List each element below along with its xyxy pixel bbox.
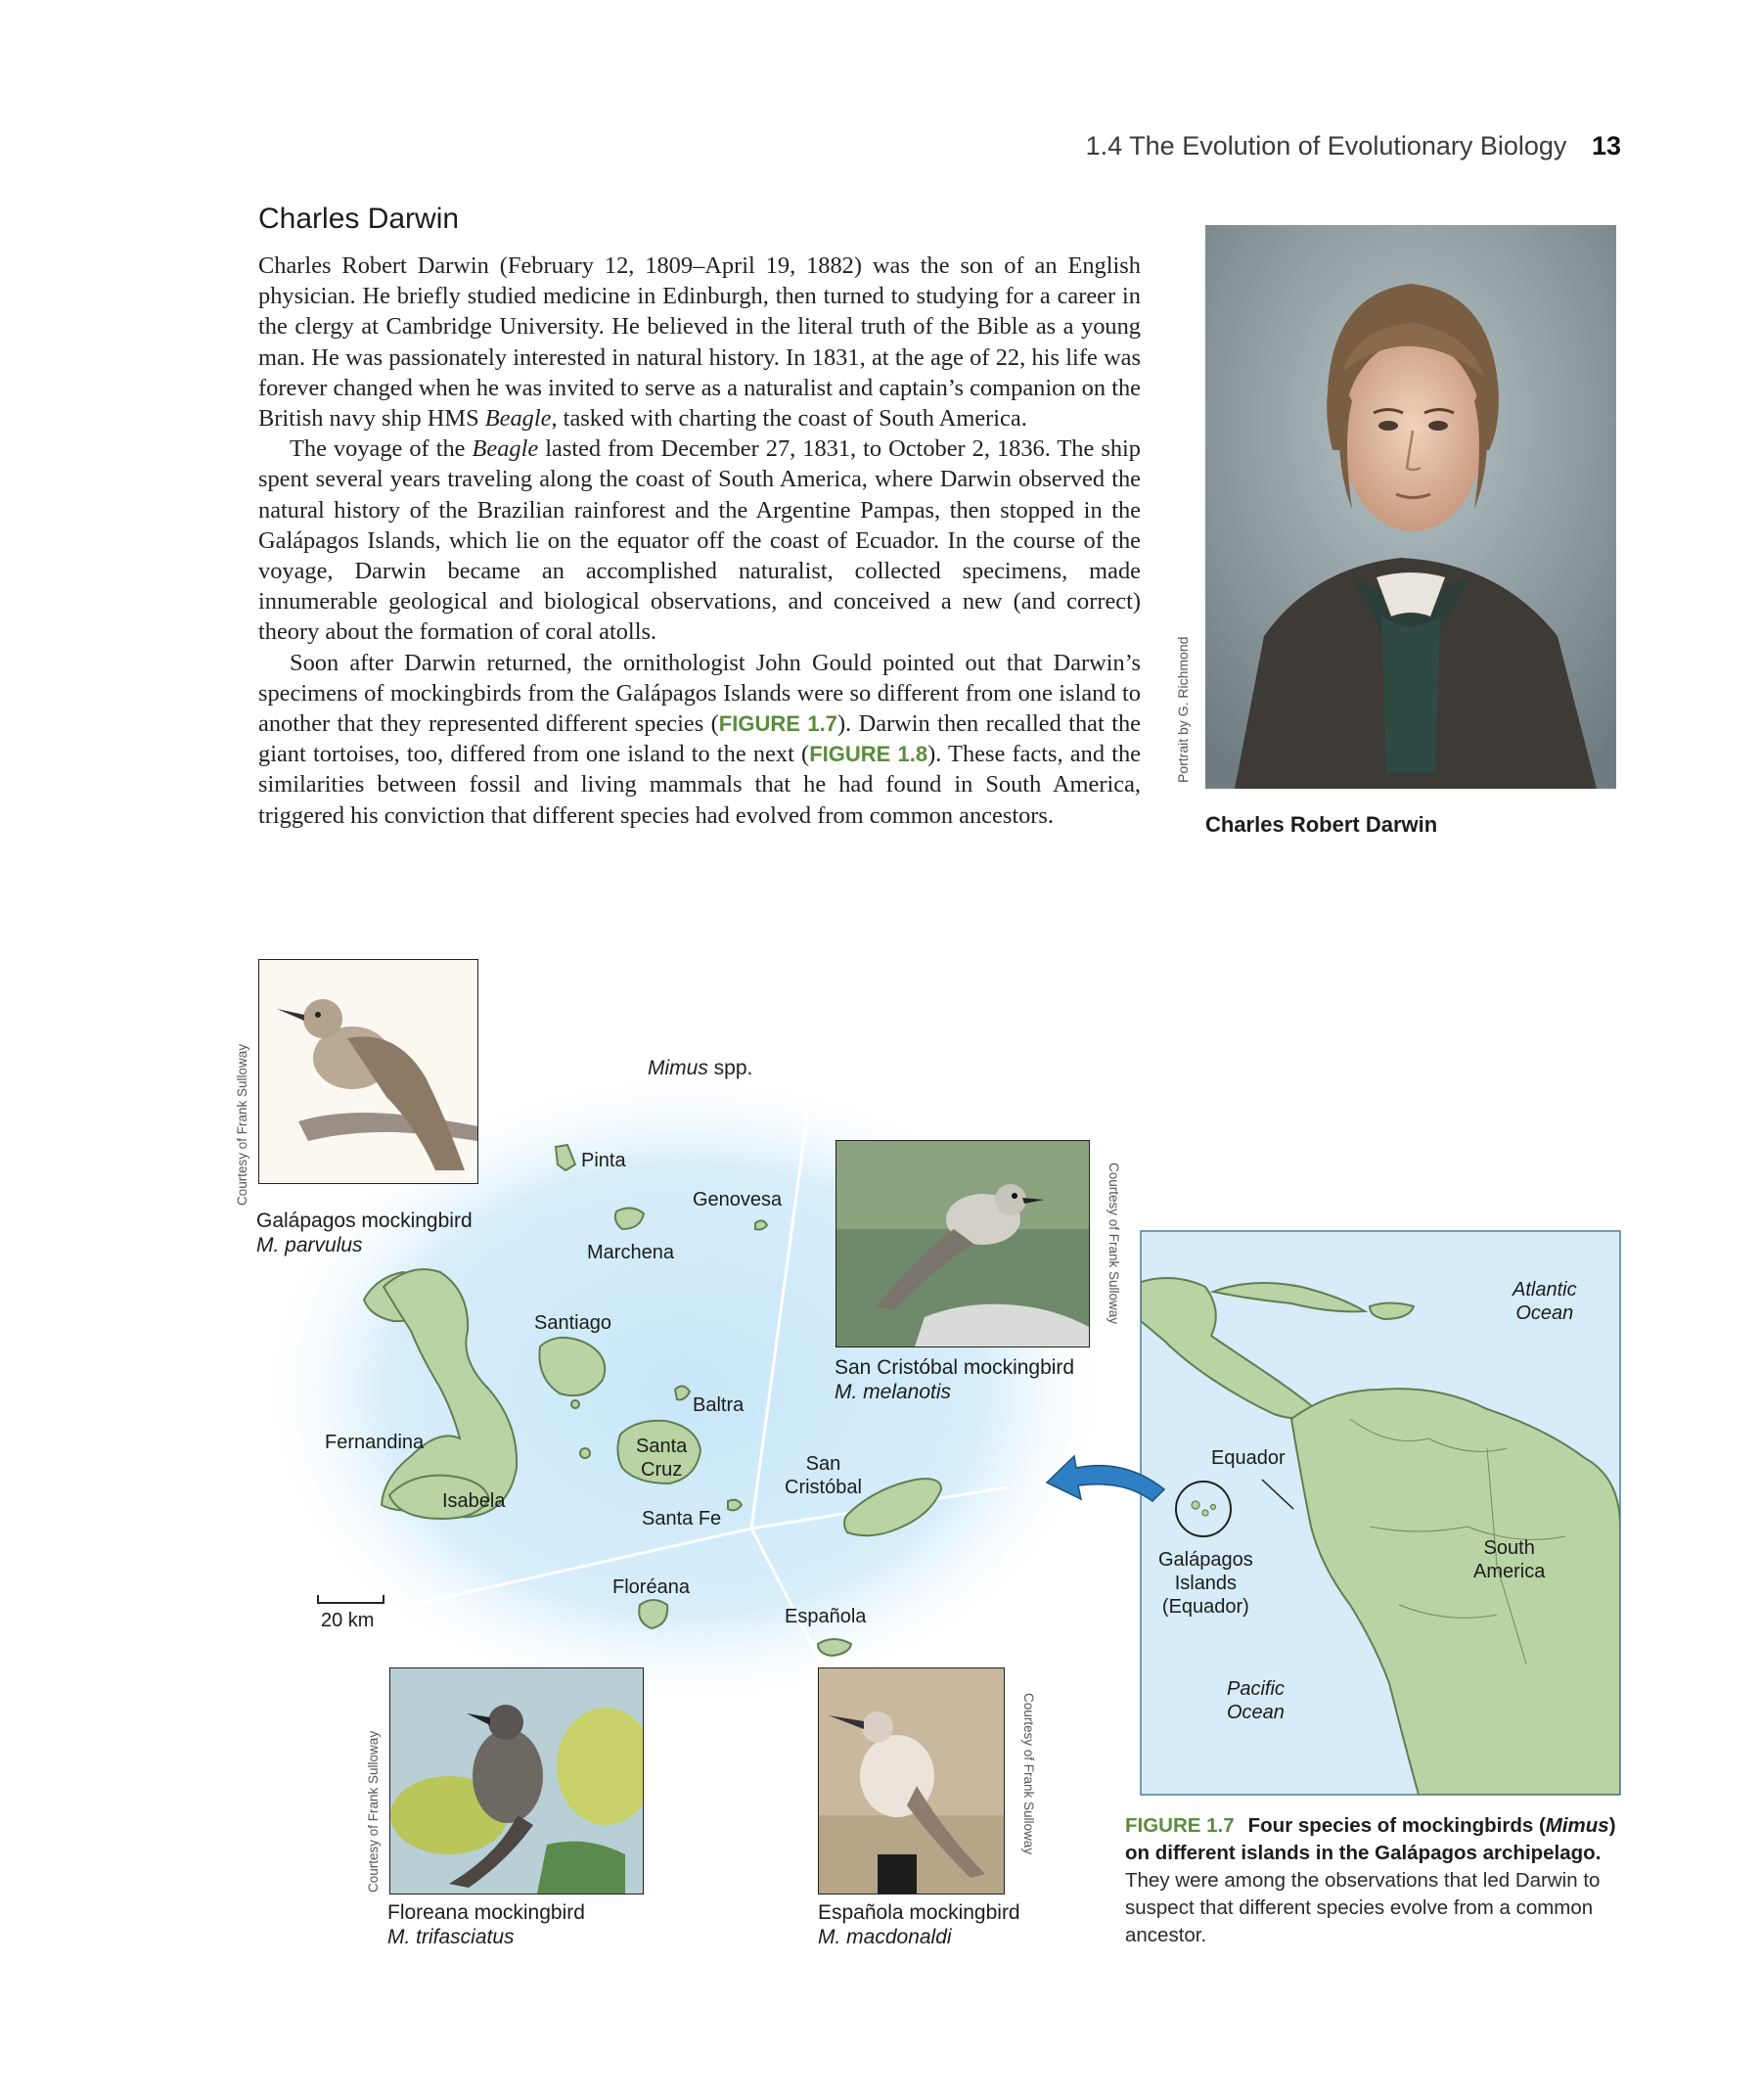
inset-label-atlantic-ocean: [1513, 1278, 1577, 1325]
portrait-caption: Charles Robert Darwin: [1205, 812, 1438, 837]
paragraph-2-start: The voyage of the: [290, 435, 473, 463]
ship-name-italic-2: Beagle: [472, 435, 539, 463]
galapagos-line-1: Galápagos: [1158, 1549, 1253, 1571]
scale-label: 20 km: [321, 1610, 375, 1631]
san-cristobal-mockingbird-photo: [835, 1140, 1090, 1347]
figure-title-end: ) on different islands in the Galápagos archipelago.: [1125, 1814, 1616, 1864]
inset-label-pacific-ocean: [1227, 1677, 1285, 1724]
inset-label-equador: Equador: [1211, 1447, 1286, 1469]
map-title-suffix: spp.: [707, 1057, 753, 1079]
bird-species-name: M. melanotis: [835, 1381, 952, 1403]
inset-label-south-america: [1473, 1536, 1545, 1583]
figure-1-7-link[interactable]: FIGURE 1.7: [718, 711, 837, 737]
running-head-section-number: 1.4: [1085, 131, 1123, 160]
section-title: Charles Darwin: [258, 203, 460, 235]
paragraph-1-text: Charles Robert Darwin (February 12, 1809–April 19, 1882) was the son of an English physician. He briefly studied medicine in Edinburgh, then turned to studying for a career in the clergy at Cambridge University. He believed in the literal truth of the Bible as a young man. He was passionately interested in natural history. In 1831, at the age of 22, his life was forever changed when he was invited to serve as a naturalist and captain’s companion on the British navy ship HMS: [258, 252, 1141, 433]
mockingbird-illustration: [259, 960, 477, 1183]
san-cristobal-line-1: San: [805, 1453, 841, 1475]
page-number: 13: [1591, 131, 1621, 160]
paragraph-3-end: ). These facts, and the similarities between fossil and living mammals that he had found in South America, triggered his conviction that different species had evolved from common ancestors.: [258, 741, 1142, 829]
paragraph-2-text: lasted from December 27, 1831, to October 2, 1836. The ship spent several years traveling along the coast of South America, where Darwin observed the natural history of the Brazilian rainforest and the Argentine Pampas, then stopped in the Galápagos Islands, which lie on the equator off the coast of Ecuador. In the course of the voyage, Darwin became an accomplished naturalist, collected specimens, made innumerable geological and biological observations, and conceived a new (and correct) theory about the formation of coral atolls.: [258, 435, 1141, 646]
espanola-mockingbird-credit: Courtesy of Frank Sulloway: [1021, 1693, 1036, 1855]
san-cristobal-mockingbird-credit: Courtesy of Frank Sulloway: [1106, 1163, 1121, 1325]
figure-caption: [1125, 1812, 1624, 1949]
island-label-genovesa: Genovesa: [693, 1189, 783, 1210]
island-label-espanola: Española: [785, 1606, 867, 1627]
espanola-mockingbird-label: [818, 1900, 1020, 1949]
paragraph-3-start: Soon after Darwin returned, the ornithologist John Gould pointed out that Darwin’s specimens of mockingbirds from the Galápagos Islands were so different from one island to another that they represented different species (: [258, 649, 1141, 738]
bird-common-name: San Cristóbal mockingbird: [835, 1356, 1075, 1379]
floreana-mockingbird-photo: [389, 1667, 644, 1895]
santa-cruz-line-1: Santa: [636, 1436, 688, 1457]
paragraph-3-mid: ). Darwin then recalled that the giant tortoises, too, differed from one island to the next (: [258, 710, 1141, 768]
san-cristobal-mockingbird-label: [835, 1355, 1074, 1404]
figure-number: FIGURE 1.7: [1125, 1814, 1235, 1837]
san-cristobal-line-2: Cristóbal: [785, 1477, 862, 1498]
galapagos-mockingbird-label: [256, 1209, 473, 1257]
pacific-line-1: Pacific: [1227, 1678, 1285, 1700]
mockingbird-illustration: [819, 1668, 1004, 1894]
santa-cruz-line-2: Cruz: [641, 1459, 683, 1481]
figure-title-start: Four species of mockingbirds (: [1247, 1814, 1546, 1837]
island-label-baltra: Baltra: [693, 1394, 745, 1416]
map-title: [648, 1057, 752, 1080]
running-head-section-title: The Evolution of Evolutionary Biology: [1129, 131, 1567, 160]
island-label-san-cristobal: [785, 1452, 862, 1499]
galapagos-line-3: (Equador): [1161, 1596, 1249, 1618]
bird-common-name: Española mockingbird: [818, 1901, 1020, 1924]
pacific-line-2: Ocean: [1227, 1702, 1285, 1723]
bird-species-name: M. trifasciatus: [387, 1926, 515, 1948]
galapagos-mockingbird-credit: Courtesy of Frank Sulloway: [235, 1043, 249, 1206]
atlantic-line-1: Atlantic: [1513, 1279, 1577, 1301]
figure-1-8-link[interactable]: FIGURE 1.8: [809, 742, 928, 767]
ship-name-italic: Beagle: [484, 405, 552, 433]
galapagos-line-2: Islands: [1174, 1573, 1238, 1594]
bird-common-name: Floreana mockingbird: [387, 1901, 585, 1924]
island-genovesa: [755, 1220, 767, 1229]
espanola-mockingbird-photo: [818, 1667, 1005, 1895]
inset-label-galapagos-islands: [1158, 1548, 1253, 1619]
island-label-marchena: Marchena: [587, 1242, 674, 1263]
bird-species-name: M. parvulus: [256, 1234, 363, 1256]
island-label-santa-fe: Santa Fe: [642, 1508, 722, 1529]
south-america-line-1: South: [1483, 1537, 1535, 1559]
island-label-isabela: Isabela: [442, 1490, 506, 1512]
portrait-credit: Portrait by G. Richmond: [1175, 636, 1191, 783]
island-label-pinta: Pinta: [581, 1150, 626, 1171]
island-rabida: [571, 1400, 579, 1408]
figure-caption-text: They were among the observations that led Darwin to suspect that different species evolve from a common ancestor.: [1125, 1869, 1601, 1946]
bird-species-name: M. macdonaldi: [818, 1926, 952, 1948]
island-pinzon: [580, 1448, 590, 1458]
figure-title-genus: Mimus: [1545, 1814, 1609, 1837]
island-label-santa-cruz: [636, 1435, 687, 1482]
south-america-line-2: America: [1473, 1561, 1546, 1582]
mockingbird-illustration: [390, 1668, 643, 1894]
bird-common-name: Galápagos mockingbird: [256, 1210, 473, 1232]
galapagos-mockingbird-photo: [258, 959, 478, 1184]
mockingbird-illustration: [836, 1141, 1089, 1347]
atlantic-line-2: Ocean: [1515, 1302, 1574, 1324]
island-label-floreana: Floréana: [612, 1576, 690, 1598]
floreana-mockingbird-credit: Courtesy of Frank Sulloway: [366, 1730, 381, 1893]
paragraph-1-end: , tasked with charting the coast of South America.: [551, 405, 1027, 433]
island-label-fernandina: Fernandina: [325, 1432, 425, 1453]
floreana-mockingbird-label: [387, 1900, 585, 1949]
island-label-santiago: Santiago: [534, 1312, 611, 1334]
map-title-genus: Mimus: [648, 1057, 708, 1079]
